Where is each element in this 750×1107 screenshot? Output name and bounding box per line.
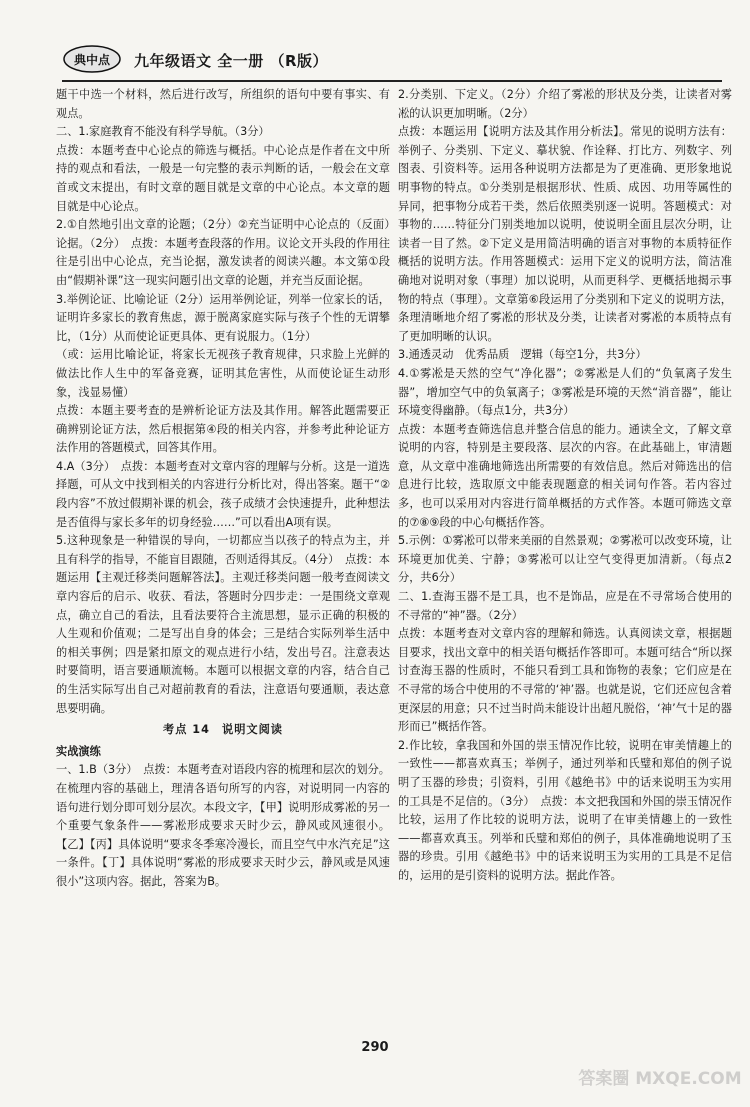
left-para-5: 3.举例论证、比喻论证（2分）运用举例论证，列举一位家长的话，证明许多家长的教育焦虑，源于脱离家庭实际与孩子个性的无谓攀比，（1分）从而使论证更具体、更有说服力。（1分）	[56, 292, 390, 343]
right-para-5: 点拨：本题考查筛选信息并整合信息的能力。通读全文，了解文章说明的内容，特别是主要段落、层次的内容。在此基础上，审清题意，从文章中准确地筛选出所需要的有效信息。然后对筛选出的信息进行比较，选取原文中能表现题意的相关词句作答。若内容过多，也可以采用对内容进行简单概括的方式作答。本题可筛选文章的⑦⑧⑨段的中心句概括作答。	[398, 422, 732, 529]
page-number: 290	[361, 1040, 389, 1055]
left-para-3: 点拨：本题考查中心论点的筛选与概括。中心论点是作者在文中所持的观点和看法，一般是一句完整的表示判断的话，一般会在文章首或文末提出，有时文章的题目就是文章的中心论点。本文章的题目就是中心论点。	[56, 143, 390, 213]
right-para-3: 3.通透灵动 优秀品质 逻辑（每空1分，共3分）	[398, 348, 647, 362]
left-para-9: 5.这种现象是一种错误的导向，一切都应当以孩子的特点为主，并且有科学的指导，不能盲目跟随，否则适得其反。（4分） 点拨：本题运用【主观迁移类问题解答法】。主观迁移类问题一般考查阅读文章内容后的启示、收获、看法，答题时分四步走：一是围绕文章观点，确立自己的看法，且看法要符合主流思想，显示正确的积极的人生观和价值观；二是写出自身的体会；三是结合实际列举生活中的相关事例；四是紧扣原文的观点进行小结，发出号召。注意表达时要简明，语言要通顺流畅。本题可以根据文章的内容，结合自己的生活实际写出自己对超前教育的看法，注意语句要通顺，表达意思要明确。	[56, 534, 390, 715]
right-column	[398, 86, 732, 886]
left-para-1: 题干中选一个材料，然后进行改写，所组织的语句中要有事实、有观点。	[56, 88, 390, 120]
watermark-logo	[575, 1050, 745, 1105]
right-para-4: 4.①雾凇是天然的空气“净化器”；②雾凇是人们的“负氧离子发生器”，增加空气中的负氧离子；③雾凇是环境的天然“消音器”，能让环境变得幽静。（每点1分，共3分）	[398, 366, 732, 418]
left-column	[56, 86, 390, 892]
subsection-title: 实战演练	[56, 744, 101, 758]
section-title: 考点 14 说明文阅读	[163, 723, 283, 737]
right-para-7: 二、1.查海玉器不是工具，也不是饰品，应是在不寻常场合使用的不寻常的“神”器。（2分）	[398, 590, 732, 622]
logo-text: 典中点	[73, 53, 111, 67]
left-para-4: 2.①自然地引出文章的论题；（2分）②充当证明中心论点的（反面）论据。（2分） 点拨：本题考查段落的作用。议论文开头段的作用往往是引出中心论点，充当论据，激发读者的阅读兴趣。本文第①段由“假期补课”这一现实问题引出文章的论题，并充当反面论据。	[56, 218, 390, 287]
left-para-7: 点拨：本题主要考查的是辨析论证方法及其作用。解答此题需要正确辨别论证方法，然后根据第④段的相关内容，并参考此种论证方法作用的答题模式，回答其作用。	[56, 404, 390, 455]
left-para-6: （或：运用比喻论证，将家长无视孩子教育规律，只求脸上光鲜的做法比作人生中的军备竞赛，证明其危害性，从而使论证生动形象，浅显易懂）	[56, 348, 390, 399]
left-para-8: 4.A（3分） 点拨：本题考查对文章内容的理解与分析。这是一道选择题，可从文中找到相关的内容进行分析比对，得出答案。题干“②段内容”不放过假期补课的机会，孩子成绩才会快速提升，此种想法是否值得与家长多年的切身经验……”可以看出A项有误。	[56, 459, 390, 529]
right-para-1: 2.分类别、下定义。（2分）介绍了雾凇的形状及分类，让读者对雾凇的认识更加明晰。（2分）	[398, 88, 732, 120]
right-para-2: 点拨：本题运用【说明方法及其作用分析法】。常见的说明方法有：举例子、分类别、下定义、摹状貌、作诠释、打比方、列数字、列图表、引资料等。运用各种说明方法都是为了更准确、更形象地说明事物的特点。①分类别是根据形状、性质、成因、功用等属性的异同，把事物分成若干类，然后依照类别逐一说明。答题模式：对事物的……特征分门别类地加以说明，使说明全面且层次分明，让读者一目了然。②下定义是用简洁明确的语言对事物的本质特征作概括的说明方法。作用答题模式：运用下定义的说明方法，简洁准确地对说明对象（事理）加以说明，从而更科学、更概括地揭示事物的特点（事理）。文章第⑥段运用了分类别和下定义的说明方法，条理清晰地介绍了雾凇的形状及分类，让读者对雾凇的本质特点有了更加明晰的认识。	[398, 125, 732, 343]
watermark-text: 答案圈 MXQE.COM	[578, 1069, 742, 1089]
right-para-9: 2.作比较，拿我国和外国的崇玉情况作比较，说明在审美情趣上的一致性——都喜欢真玉；举例子，通过列举和氏璧和郑伯的例子说明了玉器的珍贵；引资料，引用《越绝书》中的话来说明玉为实用的工具是不足信的。（3分） 点拨：本文把我国和外国的崇玉情况作比较，运用了作比较的说明方法，说明了在审美情趣上的一致性——都喜欢真玉。列举和氏璧和郑伯的例子，具体准确地说明了玉器的珍贵。引用《越绝书》中的话来说明玉为实用的工具是不足信的，运用的是引资料的说明方法。据此作答。	[398, 738, 732, 882]
book-logo-icon	[62, 42, 122, 74]
right-para-6: 5.示例：①雾凇可以带来美丽的自然景观；②雾凇可以改变环境，让环境更加优美、宁静；③雾凇可以让空气变得更加清新。（每点2分，共6分）	[398, 534, 732, 585]
left-para-2: 二、1.家庭教育不能没有科学导航。（3分）	[56, 125, 270, 139]
header-title: 九年级语文 全一册 （R版）	[134, 52, 328, 70]
header-divider	[62, 80, 722, 82]
left-para-10: 一、1.B（3分） 点拨：本题考查对语段内容的梳理和层次的划分。在梳理内容的基础上，理清各语句所写的内容，对说明同一内容的语句进行划分即可划分层次。本段文字，【甲】说明形成雾凇的另一个重要气象条件——雾凇形成要求天时少云，静风或风速很小。【乙】【丙】具体说明“要求冬季寒冷漫长，而且空气中水汽充足”这一条件。【丁】具体说明“雾凇的形成要求天时少云，静风或是风速很小”这项内容。据此，答案为B。	[56, 763, 390, 888]
right-para-8: 点拨：本题考查对文章内容的理解和筛选。认真阅读文章，根据题目要求，找出文章中的相关语句概括作答即可。本题可结合“所以探讨查海玉器的性质时，不能只看到工具和饰物的表象；它们应是在不寻常的场合中使用的不寻常的‘神’器。也就是说，它们还应包含着更深层的用意；只不过当时尚未能设计出超凡脱俗，‘神’气十足的器形而已”概括作答。	[398, 627, 732, 734]
page-header	[62, 42, 722, 78]
